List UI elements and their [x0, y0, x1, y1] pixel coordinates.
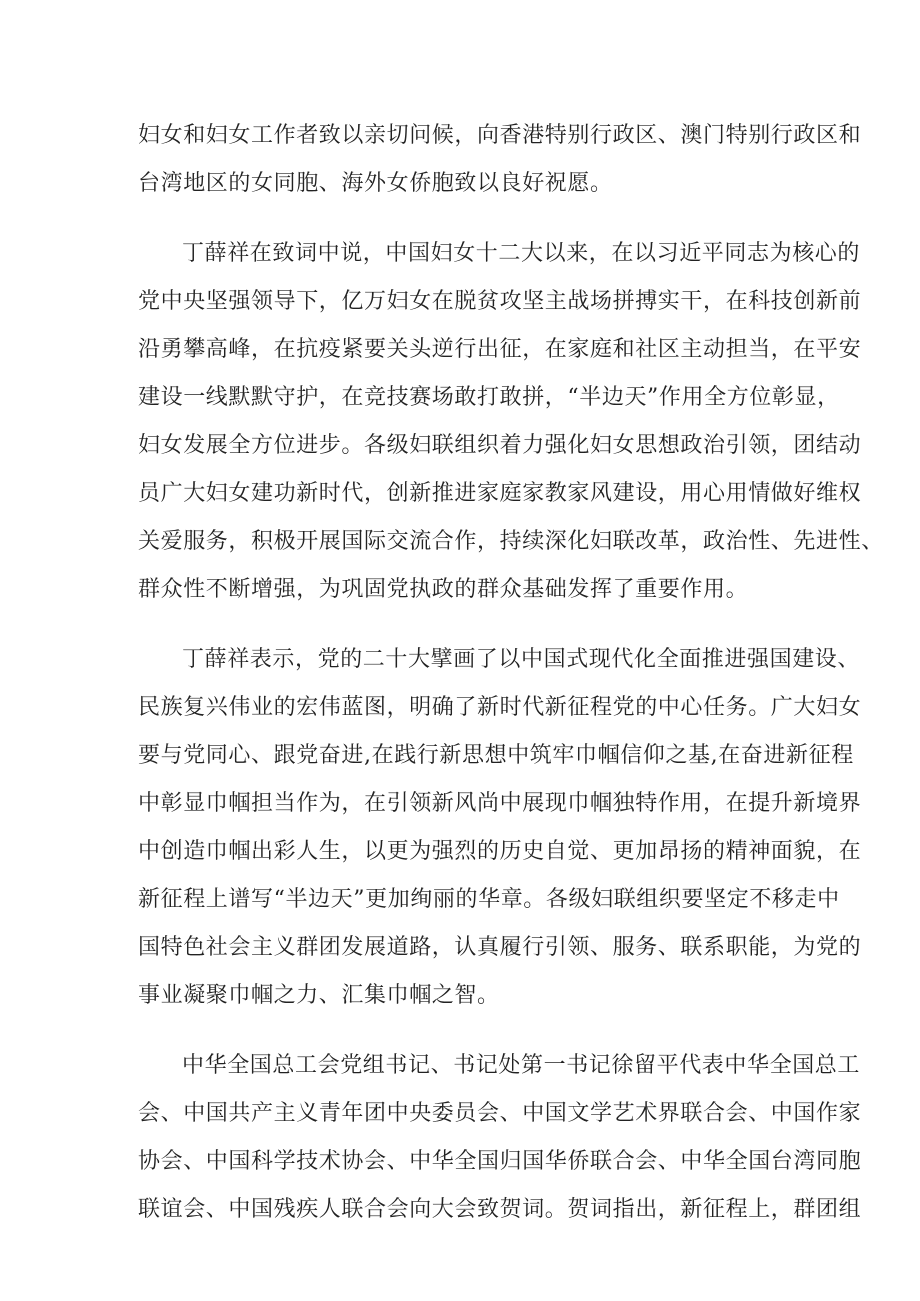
- text-line: 协会、中国科学技术协会、中华全国归国华侨联合会、中华全国台湾同胞: [138, 1149, 862, 1174]
- text-line: 要与党同心、跟党奋进,在践行新思想中筑牢巾帼信仰之基,在奋进新征程: [138, 743, 854, 768]
- text-line: 国特色社会主义群团发展道路，认真履行引领、服务、联系职能，为党的: [138, 935, 862, 960]
- text-line: 中华全国总工会党组书记、书记处第一书记徐留平代表中华全国总工: [182, 1053, 861, 1078]
- paragraph-2: [138, 230, 884, 614]
- paragraph-1: [138, 112, 862, 208]
- text-line: 员广大妇女建功新时代，创新推进家庭家教家风建设，用心用情做好维权: [138, 481, 862, 506]
- text-line: 事业凝聚巾帼之力、汇集巾帼之智。: [138, 983, 500, 1008]
- text-line: 中彰显巾帼担当作为，在引领新风尚中展现巾帼独特作用，在提升新境界: [138, 791, 862, 816]
- text-line: 妇女和妇女工作者致以亲切问候，向香港特别行政区、澳门特别行政区和: [138, 123, 862, 148]
- paragraph-3: [138, 636, 862, 1020]
- text-line: 群众性不断增强，为巩固党执政的群众基础发挥了重要作用。: [138, 577, 749, 602]
- text-line: 沿勇攀高峰，在抗疫紧要关头逆行出征，在家庭和社区主动担当，在平安: [138, 337, 862, 362]
- text-line: 丁薛祥在致词中说，中国妇女十二大以来，在以习近平同志为核心的: [182, 241, 861, 266]
- text-line: 联谊会、中国残疾人联合会向大会致贺词。贺词指出，新征程上，群团组: [138, 1197, 862, 1222]
- text-line: 民族复兴伟业的宏伟蓝图，明确了新时代新征程党的中心任务。广大妇女: [138, 695, 862, 720]
- text-line: 丁薛祥表示，党的二十大擘画了以中国式现代化全面推进强国建设、: [182, 647, 861, 672]
- text-line: 台湾地区的女同胞、海外女侨胞致以良好祝愿。: [138, 171, 613, 196]
- text-line: 会、中国共产主义青年团中央委员会、中国文学艺术界联合会、中国作家: [138, 1101, 862, 1126]
- text-line: 中创造巾帼出彩人生，以更为强烈的历史自觉、更加昂扬的精神面貌，在: [138, 839, 862, 864]
- text-line: 建设一线默默守护，在竞技赛场敢打敢拼，“半边天”作用全方位彰显，: [138, 385, 840, 410]
- article-body: [138, 112, 884, 1234]
- text-line: 党中央坚强领导下，亿万妇女在脱贫攻坚主战场拼搏实干，在科技创新前: [138, 289, 862, 314]
- text-line: 妇女发展全方位进步。各级妇联组织着力强化妇女思想政治引领，团结动: [138, 433, 862, 458]
- text-line: 新征程上谱写“半边天”更加绚丽的华章。各级妇联组织要坚定不移走中: [138, 887, 840, 912]
- text-line: 关爱服务，积极开展国际交流合作，持续深化妇联改革，政治性、先进性、: [138, 529, 884, 554]
- paragraph-4: [138, 1042, 862, 1234]
